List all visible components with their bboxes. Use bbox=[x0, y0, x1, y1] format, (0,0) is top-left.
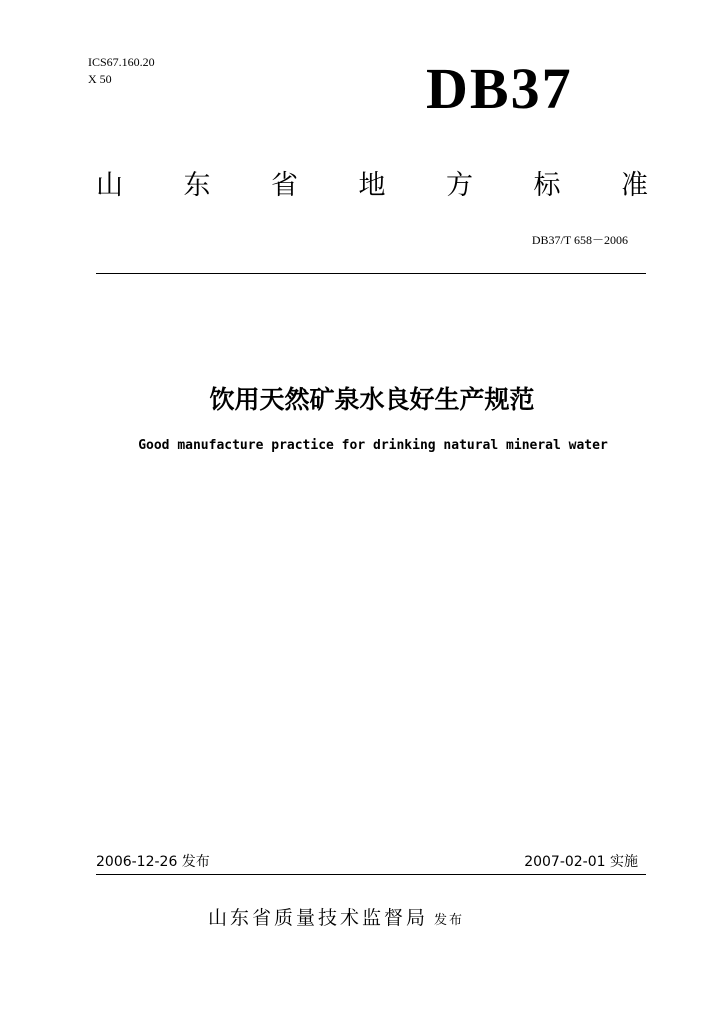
ics-classification bbox=[88, 54, 155, 88]
document-title-chinese: 饮用天然矿泉水良好生产规范 bbox=[209, 385, 535, 414]
bottom-divider bbox=[96, 874, 646, 875]
issue-date: 2006-12-26 发布 bbox=[96, 854, 210, 870]
ccs-class: X 50 bbox=[88, 72, 112, 86]
db-logo: DB37 bbox=[426, 56, 573, 121]
publisher-organization: 山东省质量技术监督局 bbox=[208, 907, 429, 929]
standard-type-char: 方 bbox=[446, 170, 473, 201]
standard-type-heading bbox=[96, 166, 648, 206]
ics-code: ICS67.160.20 bbox=[88, 55, 155, 69]
standard-number: DB37/T 658－2006 bbox=[531, 233, 628, 247]
standard-type-char: 标 bbox=[533, 170, 561, 201]
implementation-date: 2007-02-01 实施 bbox=[524, 854, 638, 870]
standard-type-char: 东 bbox=[183, 170, 211, 201]
standard-type-char: 准 bbox=[621, 170, 648, 201]
standard-type-char: 山 bbox=[96, 170, 123, 201]
publisher-action: 发布 bbox=[434, 913, 465, 928]
standard-type-char: 省 bbox=[271, 170, 298, 201]
standard-type-char: 地 bbox=[358, 170, 386, 201]
top-divider bbox=[96, 273, 646, 274]
publisher bbox=[208, 903, 464, 936]
document-title-english: Good manufacture practice for drinking natural mineral water bbox=[138, 438, 608, 453]
